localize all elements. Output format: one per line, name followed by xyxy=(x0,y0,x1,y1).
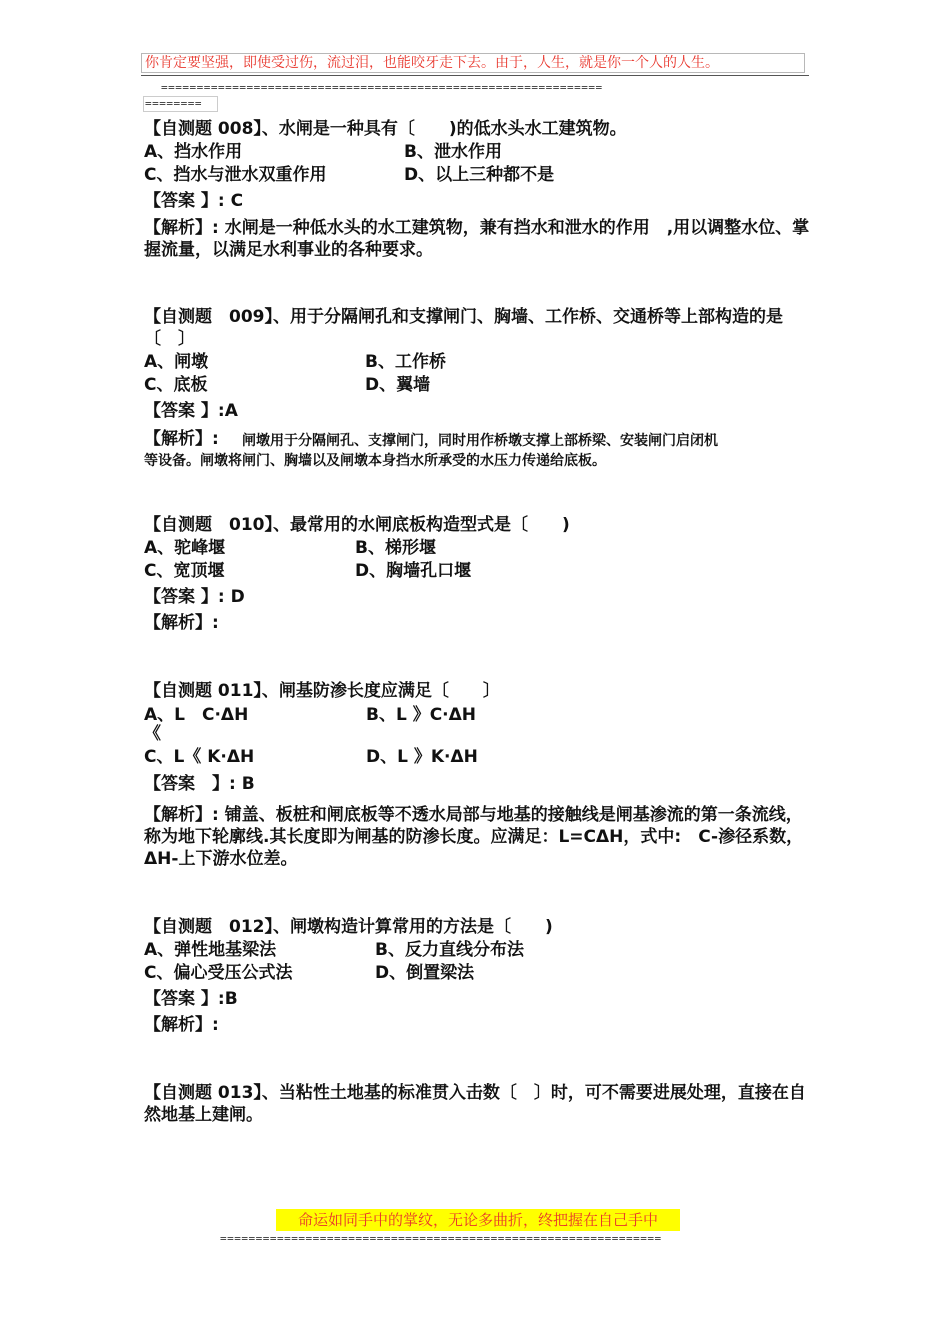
question-012-option-d: D、倒置梁法 xyxy=(375,963,475,983)
question-013-title: 【自测题 013】、当粘性土地基的标准贯入击数〔 〕时，可不需要进展处理，直接在自然地基上建闸。 xyxy=(144,1083,806,1125)
question-012-title: 【自测题 012】、闸墩构造计算常用的方法是〔 ) xyxy=(144,917,553,937)
question-010-option-d: D、胸墙孔口堰 xyxy=(355,561,472,581)
question-010-option-b: B、梯形堰 xyxy=(355,538,436,558)
footer-rule: ============================================================== xyxy=(220,1232,662,1245)
question-009-option-c: C、底板 xyxy=(144,375,208,395)
question-008-title: 【自测题 008】、水闸是一种具有〔 )的低水头水工建筑物。 xyxy=(144,119,627,139)
question-011-option-d: D、L 》K·ΔH xyxy=(366,747,478,767)
question-010-analysis: 【解析】: xyxy=(144,613,219,633)
question-009-option-d: D、翼墙 xyxy=(365,375,431,395)
question-011-option-a: A、L C·ΔH xyxy=(144,705,249,725)
question-012-answer: 【答案 】:B xyxy=(144,989,238,1009)
question-008-option-d: D、以上三种都不是 xyxy=(404,165,555,185)
question-010-answer: 【答案 】: D xyxy=(144,587,245,607)
header-divider xyxy=(141,75,809,76)
question-010-title: 【自测题 010】、最常用的水闸底板构造型式是〔 ) xyxy=(144,515,570,535)
question-011-title: 【自测题 011】、闸基防渗长度应满足〔 〕 xyxy=(144,681,500,701)
footer-quote: 命运如同手中的掌纹，无论多曲折，终把握在自己手中 xyxy=(276,1209,680,1231)
question-009-analysis-line2: 等设备。闸墩将闸门、胸墙以及闸墩本身挡水所承受的水压力传递给底板。 xyxy=(144,453,606,469)
header-rule: ============================================================== xyxy=(161,81,603,94)
question-009-title: 【自测题 009】、用于分隔闸孔和支撑闸门、胸墙、工作桥、交通桥等上部构造的是〔 〕 xyxy=(144,307,783,349)
question-011-option-c: C、L《 K·ΔH xyxy=(144,747,255,767)
question-010-option-a: A、驼峰堰 xyxy=(144,538,226,558)
question-012-option-c: C、偏心受压公式法 xyxy=(144,963,293,983)
question-008-analysis: 【解析】: 水闸是一种低水头的水工建筑物，兼有挡水和泄水的作用 ,用以调整水位、掌握流量，以满足水利事业的各种要求。 xyxy=(144,218,810,260)
question-009-option-a: A、闸墩 xyxy=(144,352,209,372)
question-008-option-b: B、泄水作用 xyxy=(404,142,502,162)
question-008-answer: 【答案 】: C xyxy=(144,191,244,211)
question-012-analysis: 【解析】: xyxy=(144,1015,219,1035)
header-rule-short: ======== xyxy=(145,97,202,110)
question-011-answer: 【答案 】: B xyxy=(144,774,255,794)
question-009-option-b: B、工作桥 xyxy=(365,352,446,372)
question-012-option-b: B、反力直线分布法 xyxy=(375,940,524,960)
question-008-option-a: A、挡水作用 xyxy=(144,142,243,162)
header-quote: 你肯定要坚强，即使受过伤，流过泪，也能咬牙走下去。由于，人生，就是你一个人的人生。 xyxy=(141,53,805,73)
question-009-analysis-label: 【解析】: xyxy=(144,429,219,449)
question-012-option-a: A、弹性地基梁法 xyxy=(144,940,277,960)
question-010-option-c: C、宽顶堰 xyxy=(144,561,225,581)
question-011-option-b: B、L 》C·ΔH xyxy=(366,705,477,725)
question-009-analysis: 闸墩用于分隔闸孔、支撑闸门，同时用作桥墩支撑上部桥梁、安装闸门启闭机 xyxy=(242,433,718,449)
question-011-analysis: 【解析】: 铺盖、板桩和闸底板等不透水局部与地基的接触线是闸基渗流的第一条流线，称为地下轮廓线.其长度即为闸基的防渗长度。应满足：L=CΔH，式中: C-渗径系数，ΔH-上下游水位差。 xyxy=(144,805,804,869)
question-011-option-a-symbol: 《 xyxy=(144,724,161,744)
question-008-option-c: C、挡水与泄水双重作用 xyxy=(144,165,327,185)
question-009-answer: 【答案 】:A xyxy=(144,401,238,421)
